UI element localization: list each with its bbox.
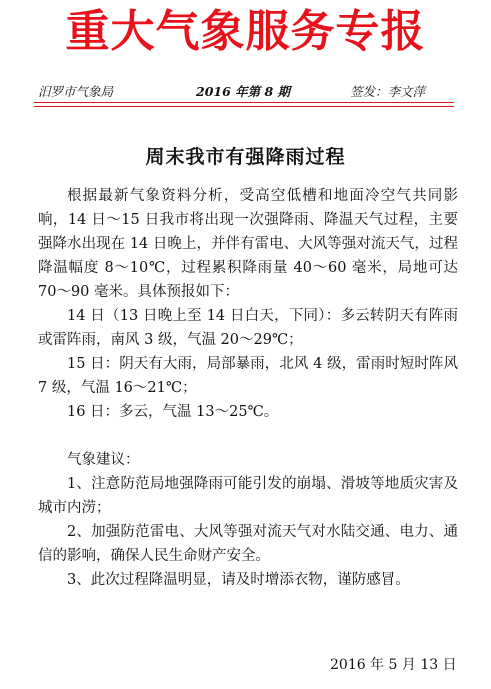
- document-body: [38, 184, 458, 592]
- issue-number: 2016 年第 8 期: [196, 84, 291, 99]
- advice-item-3: 3、此次过程降温明显，请及时增添衣物，谨防感冒。: [67, 572, 410, 588]
- forecast-day-16: 16 日：多云，气温 13～25℃。: [67, 404, 279, 420]
- issuer-name: 汨罗市气象局: [38, 84, 114, 99]
- issue-date: 2016 年 5 月 13 日: [330, 657, 457, 673]
- forecast-day-14: 14 日（13 日晚上至 14 日白天，下同）：多云转阴天有阵雨或雷阵雨，南风 3 级，气温 20～29℃；: [38, 308, 458, 348]
- issue-info-row: [34, 82, 454, 100]
- header-divider-thin: [34, 106, 454, 107]
- intro-paragraph: 根据最新气象资料分析，受高空低槽和地面冷空气共同影响，14 日～15 日我市将出现一次强降雨、降温天气过程，主要强降水出现在 14 日晚上，并伴有雷电、大风等强对流天气，过程降温幅度 8～10℃，过程累积降雨量 40～60 毫米，局地可达 70～90 毫米。具体预报如下：: [38, 188, 458, 300]
- forecast-day-15: 15 日：阴天有大雨，局部暴雨，北风 4 级，雷雨时短时阵风 7 级，气温 16～21℃；: [38, 356, 458, 396]
- masthead-title: 重大气象服务专报: [65, 6, 426, 57]
- header-divider-thick: [34, 102, 454, 103]
- document-title: 周末我市有强降雨过程: [145, 146, 346, 168]
- advice-item-2: 2、加强防范雷电、大风等强对流天气对水陆交通、电力、通信的影响，确保人民生命财产安全。: [38, 524, 458, 564]
- advice-item-1: 1、注意防范局地强降雨可能引发的崩塌、滑坡等地质灾害及城市内涝；: [38, 476, 458, 516]
- signer: 签发：李文萍: [350, 84, 426, 99]
- advice-heading: 气象建议：: [67, 452, 140, 468]
